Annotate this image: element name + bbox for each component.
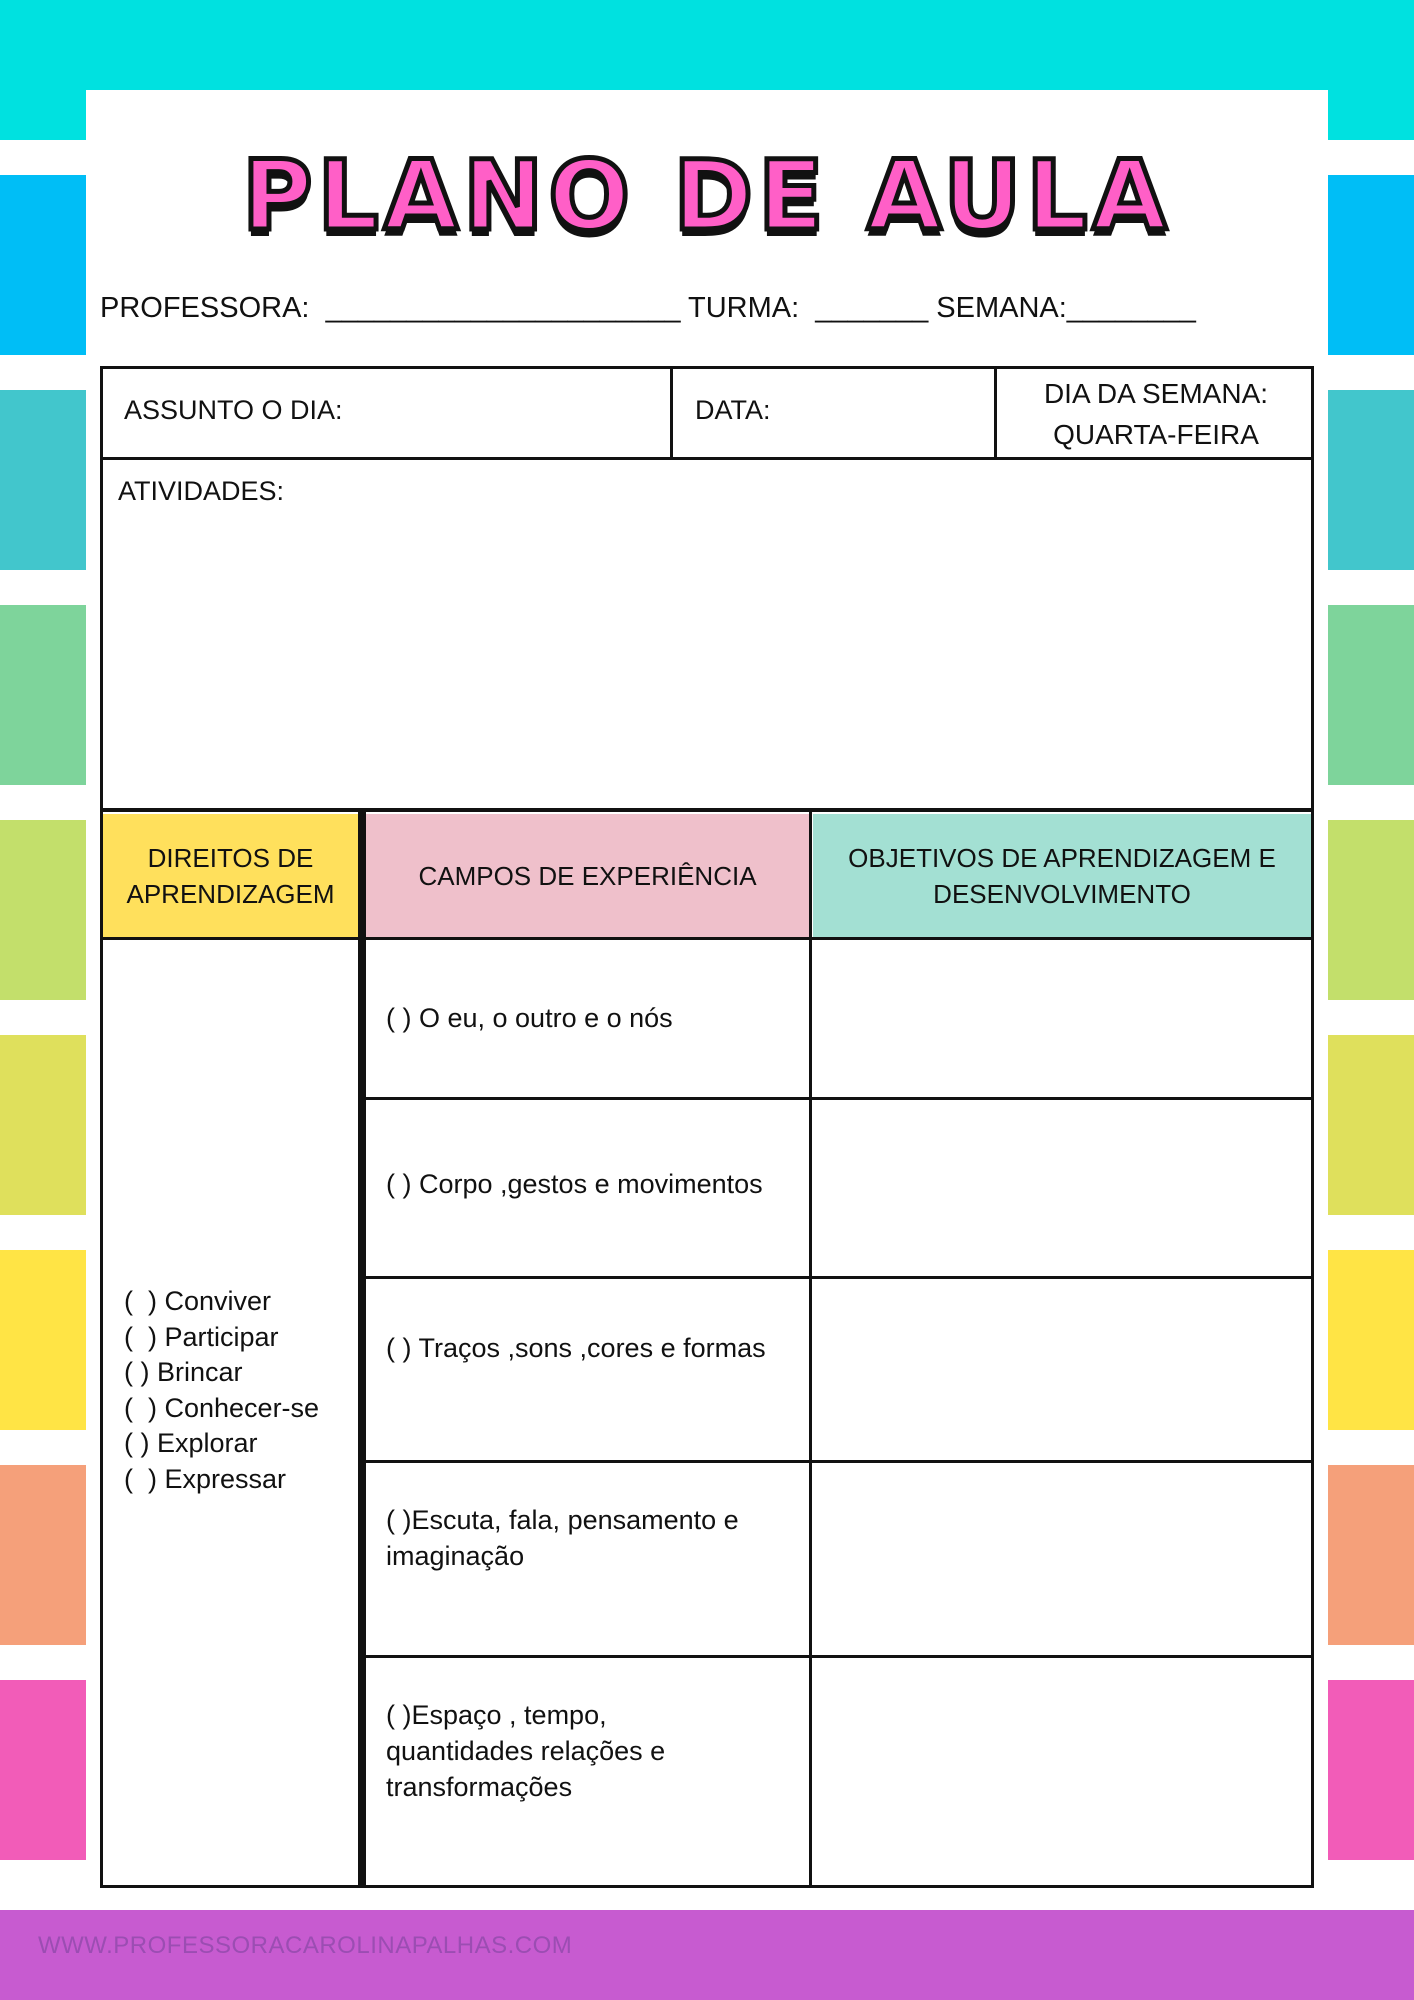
border-line (100, 808, 1314, 812)
side-stripe (1328, 1035, 1414, 1215)
border-line (100, 457, 1314, 460)
direitos-item[interactable]: ( ) Expressar (124, 1463, 287, 1494)
border-line (670, 366, 673, 460)
campo-item-text: ( )Escuta, fala, pensamento e (386, 1505, 739, 1535)
border-line (100, 366, 1314, 369)
campo-item-text: ( ) O eu, o outro e o nós (386, 1003, 673, 1033)
atividades-label: ATIVIDADES: (118, 476, 285, 506)
campo-item-text: ( ) Traços ,sons ,cores e formas (386, 1333, 766, 1363)
paper-sheet (86, 90, 1328, 1908)
professora-field[interactable]: ______________________ (325, 292, 681, 324)
side-stripe (1328, 605, 1414, 785)
border-line (100, 1885, 1314, 1888)
border-line (362, 1276, 1314, 1279)
border-line (362, 812, 366, 1888)
border-line (362, 1097, 1314, 1100)
side-stripe (1328, 820, 1414, 1000)
border-line (100, 812, 103, 1888)
side-stripe (1328, 1465, 1414, 1645)
objetivos-header (813, 814, 1311, 938)
side-stripe (0, 1465, 86, 1645)
assunto-label: ASSUNTO O DIA: (124, 395, 343, 425)
campo-item-text: ( )Espaço , tempo, (386, 1700, 607, 1730)
border-line (1311, 812, 1314, 1888)
border-line (100, 366, 103, 812)
campo-item-text: quantidades relações e (386, 1736, 666, 1766)
dia-semana-cell (998, 373, 1314, 455)
atividades-area[interactable] (106, 520, 1306, 800)
side-stripe (0, 605, 86, 785)
side-stripe (0, 1680, 86, 1860)
campo-item-text: imaginação (386, 1541, 525, 1571)
campo-item-text: transformações (386, 1772, 573, 1802)
border-line (809, 812, 812, 1888)
direitos-item[interactable]: ( ) Brincar (124, 1357, 243, 1388)
campo-item[interactable] (386, 1330, 796, 1366)
semana-field[interactable]: ________ (1066, 292, 1196, 324)
objetivos-header-line2: DESENVOLVIMENTO (933, 879, 1191, 909)
campo-item[interactable] (386, 1166, 796, 1202)
dia-semana-value: QUARTA-FEIRA (1053, 419, 1259, 450)
direitos-list (124, 1284, 319, 1498)
direitos-item[interactable]: ( ) Conviver (124, 1286, 272, 1316)
direitos-item[interactable]: ( ) Conhecer-se (124, 1392, 320, 1423)
campo-item[interactable] (386, 1697, 796, 1805)
direitos-header (103, 814, 358, 938)
campo-item[interactable] (386, 1000, 796, 1036)
turma-label: TURMA: (688, 292, 800, 324)
side-stripe (0, 820, 86, 1000)
professora-label: PROFESSORA: (100, 292, 310, 324)
turma-field[interactable]: _______ (815, 292, 929, 324)
side-stripe (0, 1035, 86, 1215)
direitos-header-line1: DIREITOS DE (147, 843, 314, 873)
border-line (362, 1655, 1314, 1658)
direitos-item[interactable]: ( ) Participar (124, 1321, 279, 1352)
data-label: DATA: (695, 395, 771, 425)
side-stripe (1328, 1680, 1414, 1860)
page-title: PLANO DE AULA (242, 140, 1172, 252)
objetivos-header-line1: OBJETIVOS DE APRENDIZAGEM E (848, 843, 1276, 873)
dia-semana-label: DIA DA SEMANA: (1043, 378, 1269, 409)
direitos-header-line2: APRENDIZAGEM (126, 879, 335, 909)
footer-url[interactable]: WWW.PROFESSORACAROLINAPALHAS.COM (38, 1932, 573, 1959)
campos-header: CAMPOS DE EXPERIÊNCIA (366, 814, 809, 938)
direitos-item[interactable]: ( ) Explorar (124, 1428, 258, 1459)
side-stripe (1328, 390, 1414, 570)
campo-item-text: ( ) Corpo ,gestos e movimentos (386, 1169, 763, 1199)
border-line (994, 366, 997, 460)
campo-item[interactable] (386, 1502, 796, 1574)
side-stripe (0, 390, 86, 570)
header-line (100, 292, 1340, 325)
border-line (100, 937, 1314, 940)
semana-label: SEMANA: (936, 292, 1067, 324)
border-line (362, 1460, 1314, 1463)
side-stripe (0, 1250, 86, 1430)
side-stripe (1328, 1250, 1414, 1430)
